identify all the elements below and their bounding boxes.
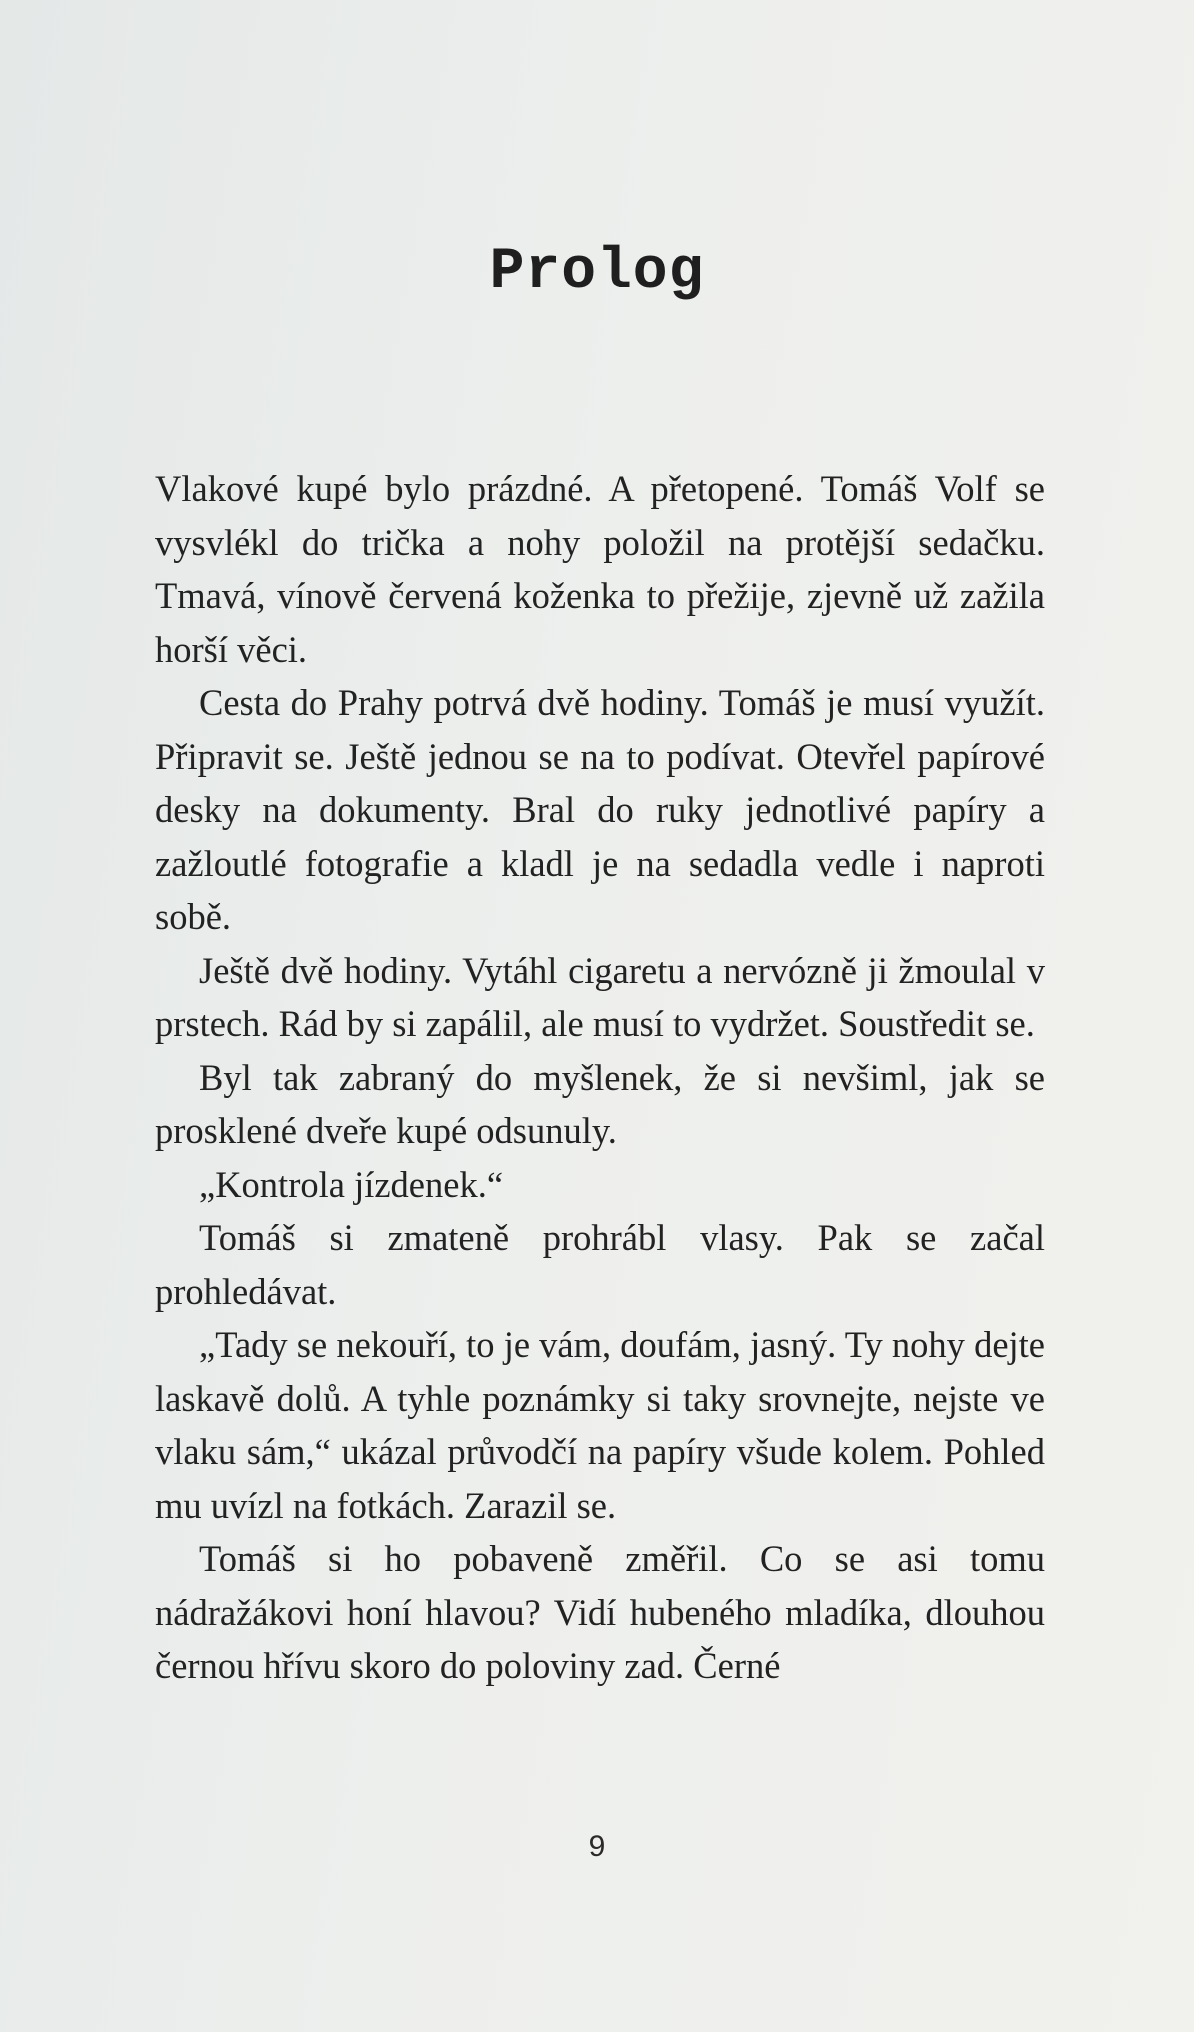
body-text (155, 462, 1045, 1693)
paragraph: Ještě dvě hodiny. Vytáhl cigaretu a nervózně ji žmoulal v prstech. Rád by si zapálil, ale musí to vydržet. Soustředit se. (155, 949, 1045, 1044)
paragraph: Byl tak zabraný do myšlenek, že si nevšiml, jak se prosklené dveře kupé odsunuly. (155, 1056, 1045, 1151)
paragraph: „Tady se nekouří, to je vám, doufám, jasný. Ty nohy dejte laskavě dolů. A tyhle poznámky si taky srovnejte, nejste ve vlaku sám,“ ukázal průvodčí na papíry všude kolem. Pohled mu uvízl na fotkách. Zarazil se. (155, 1324, 1045, 1526)
paragraph: Tomáš si ho pobaveně změřil. Co se asi tomu nádražákovi honí hlavou? Vidí hubeného mladíka, dlouhou černou hřívu skoro do poloviny zad. Černé (155, 1538, 1045, 1686)
chapter-title: Prolog (489, 240, 705, 305)
paragraph: Cesta do Prahy potrvá dvě hodiny. Tomáš je musí využít. Připravit se. Ještě jednou se na to podívat. Otevřel papírové desky na dokumenty. Bral do ruky jednotlivé papíry a zažloutlé fotografie a kladl je na sedadla vedle i naproti sobě. (155, 682, 1045, 937)
paragraph: Tomáš si zmateně prohrábl vlasy. Pak se začal prohledávat. (155, 1217, 1045, 1312)
paragraph: Vlakové kupé bylo prázdné. A přetopené. Tomáš Volf se vysvlékl do trička a nohy položil na protější sedačku. Tmavá, vínově červená koženka to přežije, zjevně už zažila horší věci. (155, 468, 1045, 670)
page-number: 9 (588, 1830, 606, 1863)
paragraph: „Kontrola jízdenek.“ (199, 1163, 504, 1205)
